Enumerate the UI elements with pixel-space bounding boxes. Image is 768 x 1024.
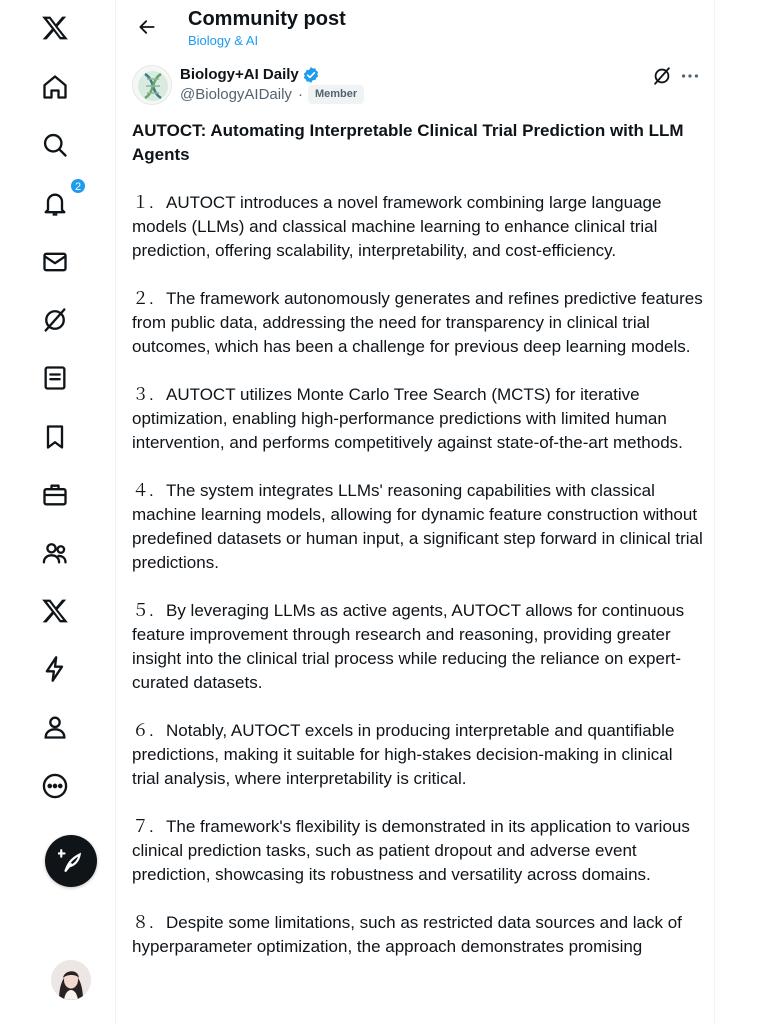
messages-icon[interactable] — [41, 238, 101, 286]
lightning-icon[interactable] — [41, 645, 101, 693]
paragraph-text: The system integrates LLMs' reasoning capabilities with classical machine learning models, allowing for dynamic feature construction without predefined datasets or human input, a significant step forward in clinical trial predictions. — [132, 481, 703, 572]
x-logo-icon[interactable] — [41, 4, 101, 52]
left-nav — [0, 0, 115, 1024]
paragraph-text: The framework's flexibility is demonstrated in its application to various clinical prediction tasks, such as patient dropout and adverse event prediction, showcasing its robustness and versatility across domains. — [132, 817, 690, 884]
notification-badge: 2 — [70, 178, 86, 194]
paragraph-number: ８. — [132, 913, 154, 932]
paragraph-text: The framework autonomously generates and refines predictive features from public data, addressing the need for transparency in clinical trial outcomes, which has been a challenge for previous deep learning models. — [132, 289, 703, 356]
member-badge: Member — [308, 85, 364, 104]
author-name-text: Biology+AI Daily — [180, 66, 299, 83]
author-avatar[interactable] — [132, 65, 172, 105]
paragraph-number: ４. — [132, 481, 154, 500]
grok-icon — [651, 65, 673, 87]
author-handle[interactable]: @BiologyAIDaily — [180, 86, 292, 103]
grok-explain-button[interactable] — [651, 65, 673, 87]
arrow-left-icon — [137, 17, 157, 37]
back-button[interactable] — [129, 9, 165, 45]
more-icon[interactable] — [41, 762, 101, 810]
paragraph-text: Notably, AUTOCT excels in producing interpretable and quantifiable predictions, making it suitable for high-stakes decision-making in clinical trial analysis, where interpretability is critical. — [132, 721, 675, 788]
premium-x-icon[interactable] — [41, 587, 101, 635]
account-avatar[interactable] — [51, 960, 91, 1000]
author-name[interactable] — [180, 66, 320, 84]
community-link[interactable]: Biology & AI — [188, 33, 259, 48]
paragraph-number: ７. — [132, 817, 154, 836]
post-paragraph — [132, 479, 704, 575]
post-paragraph — [132, 599, 704, 695]
post-title: AUTOCT: Automating Interpretable Clinical Trial Prediction with LLM Agents — [132, 121, 684, 164]
home-icon[interactable] — [41, 63, 101, 111]
paragraph-text: AUTOCT introduces a novel framework combining large language models (LLMs) and classical machine learning to enhance clinical trial prediction, offering scalability, interpretability, and cost-efficiency. — [132, 193, 662, 260]
paragraph-number: ６. — [132, 721, 154, 740]
page-title: Community post — [188, 8, 346, 30]
paragraph-number: ５. — [132, 601, 154, 620]
jobs-icon[interactable] — [41, 471, 101, 519]
paragraph-text: By leveraging LLMs as active agents, AUTOCT allows for continuous feature improvement through research and reasoning, providing greater insight into the clinical trial process while reducing the reliance on expert-curated datasets. — [132, 601, 685, 692]
paragraph-number: １. — [132, 193, 154, 212]
post-paragraph — [132, 815, 704, 887]
post-paragraph — [132, 383, 704, 455]
post-paragraph — [132, 287, 704, 359]
profile-icon[interactable] — [41, 703, 101, 751]
paragraph-number: ２. — [132, 289, 154, 308]
grok-icon[interactable] — [41, 296, 101, 344]
verified-badge-icon — [302, 66, 320, 84]
lists-icon[interactable] — [41, 354, 101, 402]
separator-dot: · — [298, 86, 303, 103]
bookmarks-icon[interactable] — [41, 413, 101, 461]
post-more-button[interactable] — [679, 65, 701, 87]
communities-icon[interactable] — [41, 529, 101, 577]
paragraph-text: Despite some limitations, such as restricted data sources and lack of hyperparameter optimization, the approach demonstrates promising — [132, 913, 682, 956]
feather-plus-icon — [58, 848, 84, 874]
paragraph-text: AUTOCT utilizes Monte Carlo Tree Search (MCTS) for iterative optimization, enabling high-performance predictions with limited human intervention, and performs competitively against state-of-the-art methods. — [132, 385, 683, 452]
ellipsis-icon — [679, 65, 701, 87]
notifications-icon[interactable] — [41, 180, 101, 228]
post-paragraph — [132, 719, 704, 791]
post-paragraph — [132, 191, 704, 263]
paragraph-number: ３. — [132, 385, 154, 404]
main-column — [115, 0, 715, 1024]
compose-post-button[interactable] — [45, 835, 97, 887]
post-paragraph — [132, 911, 704, 959]
post-body — [132, 191, 704, 983]
explore-icon[interactable] — [41, 121, 101, 169]
